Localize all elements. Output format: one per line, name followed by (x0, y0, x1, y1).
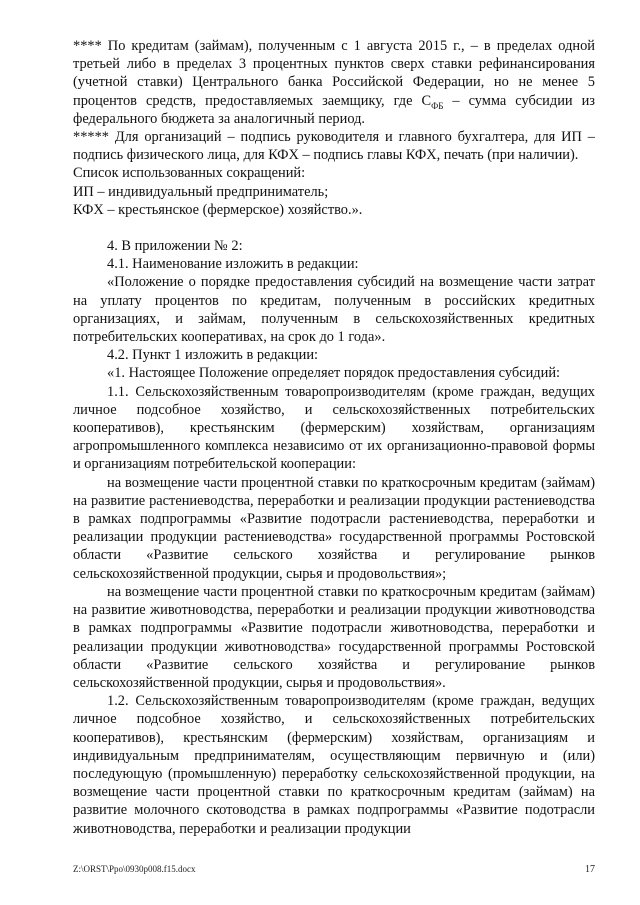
file-path: Z:\ORST\Ppo\0930p008.f15.docx (73, 864, 196, 874)
document-page (73, 37, 595, 838)
abbreviation-ip: ИП – индивидуальный предприниматель; (73, 183, 329, 200)
page-footer (73, 864, 595, 874)
clause-1-1-crop: на возмещение части процентной ставки по краткосрочным кредитам (займам) на развитие растениеводства, переработки и реализации продукции растениеводства в рамках подпрограммы «Развитие подотрасли растениеводства, переработки и реализации продукции растениеводства» государственной программы Ростовской области «Развитие сельского хозяйства и регулирование рынков сельскохозяйственной продукции, сырья и продовольствия»; (73, 474, 595, 582)
paragraph-gap (73, 219, 595, 237)
footnote-5: ***** Для организаций – подпись руководителя и главного бухгалтера, для ИП – подпись физического лица, для КФХ – подпись главы КФХ, печать (при наличии). (73, 129, 595, 164)
clause-1-1: 1.1. Сельскохозяйственным товаропроизводителям (кроме граждан, ведущих личное подсобное хозяйство, и сельскохозяйственных потребительских кооперативов), крестьянским (фермерским) хозяйствам, организациям агропромышленного комплекса независимо от их организационно-правовой формы и организациям потребительской кооперации: (73, 383, 595, 473)
footnote-4: **** По кредитам (займам), полученным с 1 августа 2015 г., – в пределах одной третьей либо в пределах 3 процентных пунктов сверх ставки рефинансирования (учетной ставки) Центрального банка Российской Федерации, но не менее 5 процентов средств, предоставляемых заемщику, где $С_{ФБ}$ – сумма субсидии из федерального бюджета за аналогичный период. (73, 38, 595, 127)
item-4-2-heading: 4.2. Пункт 1 изложить в редакции: (107, 347, 319, 364)
subscript-fb: ФБ (431, 100, 444, 111)
item-4-1-heading: 4.1. Наименование изложить в редакции: (107, 256, 359, 273)
clause-1: «1. Настоящее Положение определяет порядок предоставления субсидий: (107, 365, 561, 382)
abbreviation-kfh: КФХ – крестьянское (фермерское) хозяйство.». (73, 201, 363, 218)
clause-1-1-livestock: на возмещение части процентной ставки по краткосрочным кредитам (займам) на развитие животноводства, переработки и реализации продукции животноводства в рамках подпрограммы «Развитие подотрасли животноводства, переработки и реализации продукции животноводства» государственной программы Ростовской области «Развитие сельского хозяйства и регулирование рынков сельскохозяйственной продукции, сырья и продовольствия». (73, 583, 595, 691)
item-4-heading: 4. В приложении № 2: (107, 238, 243, 255)
clause-1-2: 1.2. Сельскохозяйственным товаропроизводителям (кроме граждан, ведущих личное подсобное хозяйство, и сельскохозяйственных потребительских кооперативов), крестьянским (фермерским) хозяйствам, организациям и индивидуальным предпринимателям, осуществляющим первичную и (или) последующую (промышленную) переработку сельскохозяйственной продукции, на возмещение части процентной ставки по краткосрочным кредитам (займам) на развитие молочного скотоводства в рамках подпрограммы «Развитие подотрасли животноводства, переработки и реализации продукции (73, 693, 595, 837)
item-4-1-text: «Положение о порядке предоставления субсидий на возмещение части затрат на уплату процентов по кредитам, полученным в российских кредитных организациях, и займам, полученным в сельскохозяйственных кредитных потребительских кооперативах, на срок до 1 года». (73, 274, 595, 346)
page-number: 17 (585, 864, 595, 875)
abbreviations-heading: Список использованных сокращений: (73, 165, 306, 182)
